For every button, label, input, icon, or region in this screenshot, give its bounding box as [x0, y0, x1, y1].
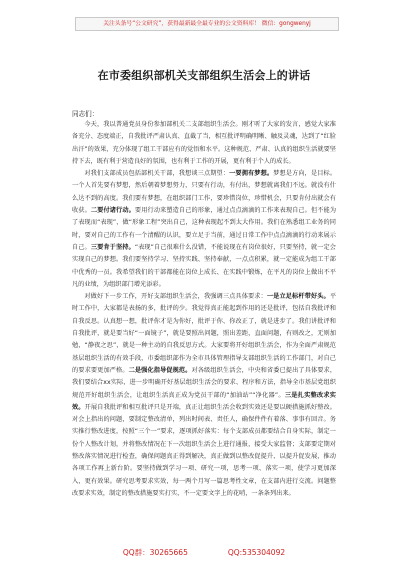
paragraph-text: 对各级组织生活会，中央和省委已提出了具体要求，我们要结合xx实际，进一步明确开好基层组织生活会的要求、程序和方法，指导全市基层党组织规范开好组织生活会，让组织生活真正成为党员干部的“加油站”“净化器”。 [72, 366, 336, 399]
emphasis-text: 一要拥有梦想。 [229, 170, 274, 178]
document-title: 在市委组织部机关支部组织生活会上的讲话 [97, 69, 311, 82]
paragraph-text: “表现”自己很难什么没错，不能说现在有岗位很好，只要坚持，就一定会实现自己的梦想。我们要坚持学习、坚持实践、坚持奉献，一点点积累，就一定能成为组工干部中优秀的一员。我希望我们的干部都能在岗位上成长、在实践中锻炼，在平凡的岗位上做出不平凡的业绩，为组织部门增光添彩。 [72, 243, 336, 288]
footer-qq-group: QQ群：30265665 [122, 548, 188, 557]
paragraph-text: 对做好下一步工作，开好支部组织生活会，我强调三点具体要求： [84, 293, 267, 301]
paragraph-text: 开展自我批评和相互批评只是开端，真正让组织生活会收到实效还是要以硬措施抓好整改。对会上指出的问题，要制定整改清单，列出时间表、责任人，确保件件有着落、事事有回音。务实推行整改进度，按照“三个一”要求，逐项抓好落实：每个支部成员都要结合自身实际，制定一份个人整改计划，并将整改情况在下一次组织生活会上进行通报，接受大家监督；支部要定期对整改落实情况进行检查，确保问题真正得到解决，真正做到以整改促提升、以提升促发展，推动各项工作再上新台阶。要坚持做到学习一项、研究一项，思考一项、落实一项，使学习更加深入，更有效果。研究思考要求实效，每一两个月写一篇思考性文章，在支部内进行交流。问题整改要求实效，制定的整改措施要实打实，不一定要文字上的花哨，一条条列出来。 [72, 403, 336, 497]
paragraph-text: 梦想是方向，是目标。一个人首先要有梦想，然后朝着梦想努力，只要有行动，有付出，梦想就离我们不远。就没有什么达不到的高度。我们要有梦想，在组织部门工作，要珍惜岗位，珍惜机会，只要肯付出就会有收获。 [72, 170, 336, 215]
body-paragraph [72, 168, 336, 291]
salutation: 同志们： [72, 110, 99, 118]
top-banner: 关注头条号“公文研究”，获得最新最全最专业的公文资料库！ 微信：gongwenyj [75, 17, 339, 31]
document-body [72, 119, 336, 534]
paragraph-text: 今天，我以普通党员身份参加部机关二支部组织生活会。刚才听了大家的发言，感觉大家准备充分、态度端正，自我批评严肃认真、直截了当，相互批评明确明晰、触及灵魂，达到了“红脸出汗”的效果，充分体现了组工干部应有的觉悟和水平。这种规范、严肃、认真的组织生活就要坚持下去，既有利于营造良好的氛围，也有利于工作的开展，更有利于个人的成长。 [72, 121, 336, 165]
emphasis-text: 一是立足标杆带好头。 [266, 293, 330, 301]
paragraph-text: 要用行动来塑造自己的形象，通过点点滴滴的工作来表现自己。但不能为了表现而“表现”，做“形象工程”突出自己，这种表现起不到太大作用。我们在熟悉组工业务的同时，要对自己的工作有一个清醒的认识，要立足于当前，通过日常工作中点点滴滴的行动来展示自己。 [72, 207, 336, 251]
emphasis-text: 二是强化指导促规范。 [128, 366, 192, 374]
emphasis-text: 三要肯于坚持。 [90, 243, 135, 251]
paragraph-text: 对我们支部成员包括部机关干部，我想谈三点期望： [84, 170, 230, 178]
footer-contact [0, 547, 408, 558]
footer-qq: QQ:535304092 [227, 548, 286, 557]
body-paragraph [72, 291, 336, 500]
emphasis-text: 二要付诸行动。 [90, 207, 135, 215]
paragraph-text: 平时工作中，大家都是表扬的多，批评的少。我觉得真正能起到作用的还是批评，包括自我批评和自我反思。认真想一想，批评你才是为你好，批评于你、你改正了，就是进步了。我们讲批评和自我批评，就是要当好“一面镜子”，就是要照出问题，照出差距，直面问题，有则改之，无则加勉，“静夜之思”，就是一种主动的自我反思方式。大家要将开好组织生活会，作为全面严肃规范基层组织生活的有效手段，市委组织部作为全市具体管理指导支部组织生活的工作部门，对自己的要求要更加严格。 [72, 293, 336, 374]
body-paragraph [72, 119, 336, 168]
emphasis-text: 三是扎实整改求实效。 [72, 391, 336, 411]
